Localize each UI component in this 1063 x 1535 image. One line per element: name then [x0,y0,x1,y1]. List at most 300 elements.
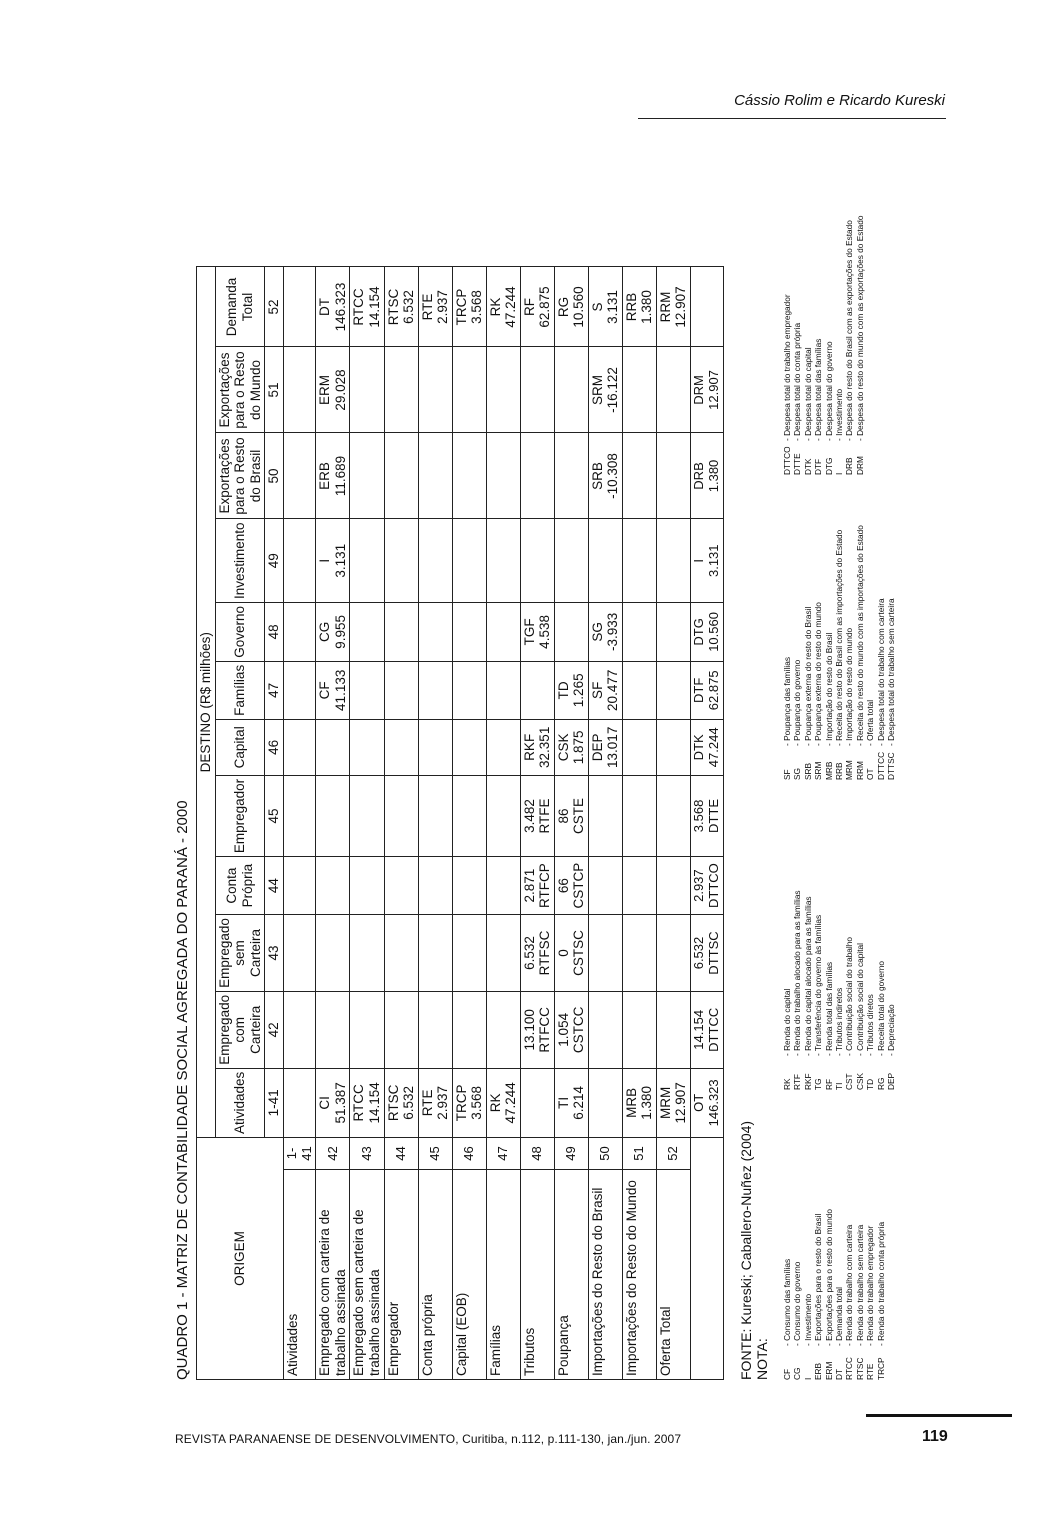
column-code: 43 [265,915,284,992]
note-definition: - Investimento [834,388,845,441]
note-definition: - Poupança das famílias [782,656,792,746]
note-abbrev: RRM [854,761,865,780]
table-cell: MRB 1.380 [622,1068,656,1137]
column-code: 1-41 [265,1068,284,1137]
note-entry [834,890,844,1090]
note-entry [844,525,854,780]
note-entry [792,890,802,1090]
row-code: 45 [418,1138,452,1170]
note-entry [855,1209,865,1380]
table-cell: 6.532 RTFSC [520,915,554,992]
table-cell [350,857,384,915]
table-row [452,267,486,1380]
note-entry [792,525,802,780]
table-cell [452,433,486,519]
row-code: 46 [452,1138,486,1170]
table-cell [588,915,622,992]
table-cell [316,991,350,1068]
table-cell [622,775,656,856]
note-entry [886,890,896,1090]
total-cell: 6.532 DTTSC [690,915,723,992]
note-abbrev: SF [782,769,792,780]
note-entry [834,525,844,780]
note-definition: - Tributos diretos [865,994,876,1056]
column-code: 45 [265,775,284,856]
table-cell: 0 CSTSC [554,915,588,992]
table-cell [588,991,622,1068]
note-definition: - Despesa total das famílias [813,338,824,441]
row-label: Oferta Total [656,1170,690,1380]
table-cell [316,775,350,856]
note-entry [855,215,865,475]
table-cell: MRM 12.907 [656,1068,690,1137]
note-entry [782,1209,792,1380]
table-cell: I 3.131 [316,519,350,603]
table-cell: TRCP 3.568 [452,267,486,347]
table-row [588,267,622,1380]
table-cell: DEP 13.017 [588,719,622,775]
note-entry [813,215,823,475]
table-cell: RKF 32.351 [520,719,554,775]
note-abbrev: DTF [813,458,824,475]
table-cell [486,719,520,775]
table-cell [384,991,418,1068]
table-cell [656,661,690,719]
table-cell: RTE 2.937 [418,1068,452,1137]
table-cell: SRB -10.308 [588,433,622,519]
note-definition: - Investimento [802,1293,813,1346]
table-row [656,267,690,1380]
note-entry [803,525,813,780]
table-cell [622,347,656,433]
note-abbrev: RK [782,1078,792,1090]
note-definition: - Consumo das famílias [782,1258,792,1346]
table-cell [486,433,520,519]
column-header: Capital [215,719,265,775]
note-abbrev: ERM [823,1361,834,1380]
note-definition: - Poupança do governo [792,659,803,746]
table-cell: RTCC 14.154 [350,1068,384,1137]
note-entry [803,215,813,475]
table-cell: RK 47.244 [486,1068,520,1137]
note-entry [855,890,865,1090]
destino-header: DESTINO (R$ milhões) [197,267,216,1138]
note-abbrev: RRB [834,762,845,780]
note-abbrev: MRM [844,760,855,780]
table-cell: SRM -16.122 [588,347,622,433]
table-cell [622,991,656,1068]
note-entry [876,525,886,780]
note-entry [782,525,792,780]
table-cell: TGF 4.538 [520,603,554,662]
table-cell [656,991,690,1068]
table-cell: 1.054 CSTCC [554,991,588,1068]
note-entry [803,890,813,1090]
total-cell: DTG 10.560 [690,603,723,662]
note-abbrev: OT [865,768,876,780]
note-abbrev: RTE [865,1363,876,1380]
note-entry [844,890,854,1090]
column-code: 42 [265,991,284,1068]
note-definition: - Renda do trabalho sem carteira [854,1224,865,1346]
table-cell [622,603,656,662]
table-row [350,267,384,1380]
note-abbrev: TI [834,1082,845,1090]
note-abbrev: DT [834,1368,845,1380]
table-cell [283,915,316,992]
column-code: 48 [265,603,284,662]
note-entry [865,1209,875,1380]
table-cell [452,719,486,775]
table-cell [384,347,418,433]
row-label: Conta própria [418,1170,452,1380]
note-entry [813,890,823,1090]
table-cell: SG -3.933 [588,603,622,662]
table-row [486,267,520,1380]
table-cell [418,519,452,603]
table-cell [418,603,452,662]
note-abbrev: I [802,1377,813,1380]
note-entry [813,525,823,780]
table-cell: RTE 2.937 [418,267,452,347]
note-abbrev: DRB [844,457,855,475]
note-abbrev: RTF [792,1074,803,1090]
note-definition: - Transferência do governo às famílias [813,914,824,1056]
note-abbrev: DTG [823,457,834,475]
table-cell [384,519,418,603]
table-cell [418,347,452,433]
note-definition: - Despesa total do trabalho empregador [782,294,792,441]
table-cell [316,857,350,915]
table-cell: CF 41.133 [316,661,350,719]
table-cell [486,603,520,662]
table-cell: ERM 29.028 [316,347,350,433]
row-label: Poupança [554,1170,588,1380]
table-cell: 86 CSTE [554,775,588,856]
table-cell [418,433,452,519]
table-cell [283,775,316,856]
table-cell [418,915,452,992]
table-cell [520,433,554,519]
note-definition: - Renda do trabalho alocado para as famílias [792,890,803,1056]
table-cell [350,719,384,775]
table-cell [350,775,384,856]
table-cell [656,603,690,662]
note-abbrev: CG [792,1367,803,1380]
table-cell [520,347,554,433]
table-cell [554,347,588,433]
note-definition: - Importação do resto do Brasil [823,632,834,746]
table-cell: RRM 12.907 [656,267,690,347]
table-cell [588,519,622,603]
note-abbrev: MRB [823,761,834,780]
table-cell: 2.871 RTFCP [520,857,554,915]
note-definition: - Exportações para o resto do mundo [823,1209,834,1346]
note-entry [844,215,854,475]
table-cell [384,775,418,856]
note-abbrev: ERB [813,1362,824,1380]
table-cell [486,775,520,856]
table-cell [452,661,486,719]
note-definition: - Renda do trabalho conta própria [875,1221,886,1346]
note-entry [865,890,875,1090]
note-entry [824,890,834,1090]
column-code: 51 [265,347,284,433]
note-abbrev: SRM [813,761,824,780]
note-abbrev: SRB [802,762,813,780]
table-cell [316,915,350,992]
note-abbrev: DTTSC [886,752,897,780]
table-cell [452,603,486,662]
note-abbrev: RKF [802,1073,813,1090]
page-number: 119 [922,1428,948,1445]
total-row [690,267,723,1380]
column-header: Empregado sem Carteira [215,915,265,992]
table-cell [350,347,384,433]
total-cell: DTF 62.875 [690,661,723,719]
table-cell [486,991,520,1068]
footer-journal: REVISTA PARANAENSE DE DESENVOLVIMENTO, Curitiba, n.112, p.111-130, jan./jun. 2007 [175,1432,682,1446]
note-abbrev: RF [823,1078,834,1090]
row-code: 48 [520,1138,554,1170]
note-abbrev: I [834,472,845,475]
table-cell: ERB 11.689 [316,433,350,519]
note-entry [824,525,834,780]
table-cell [283,991,316,1068]
note-definition: - Despesa total do trabalho com carteira [875,598,886,746]
total-cell: 2.937 DTTCO [690,857,723,915]
source-note: FONTE: Kureski; Caballero-Nuñez (2004) [738,1120,754,1380]
total-cell: 3.568 DTTE [690,775,723,856]
note-abbrev: DTTE [792,453,803,475]
note-entry [792,1209,802,1380]
table-cell [622,433,656,519]
column-header: Exportações para o Resto do Mundo [215,347,265,433]
note-definition: - Despesa total do conta própria [792,322,803,441]
table-cell [283,347,316,433]
table-cell [418,775,452,856]
table-cell [452,857,486,915]
note-entry [876,890,886,1090]
table-cell [622,661,656,719]
note-abbrev: CSK [854,1072,865,1090]
note-entry [844,1209,854,1380]
row-code: 50 [588,1138,622,1170]
row-code: 1-41 [283,1138,316,1170]
nota-label: NOTA: [754,1338,770,1380]
table-cell: 3.482 RTFE [520,775,554,856]
note-entry [792,215,802,475]
total-cell: I 3.131 [690,519,723,603]
table-cell [283,661,316,719]
total-cell: DRB 1.380 [690,433,723,519]
table-cell [452,915,486,992]
note-entry [782,890,792,1090]
note-abbrev: RG [875,1077,886,1090]
note-entry [813,1209,823,1380]
note-entry [824,215,834,475]
table-row [418,267,452,1380]
note-entry [834,215,844,475]
table-cell [622,719,656,775]
note-abbrev: CST [844,1073,855,1090]
notes-block [738,185,897,1380]
table-cell [452,775,486,856]
column-header: Governo [215,603,265,662]
table-cell [418,661,452,719]
table-cell: RTSC 6.532 [384,267,418,347]
note-entry [834,1209,844,1380]
column-header: Atividades [215,1068,265,1137]
note-entry [824,1209,834,1380]
row-label: Empregado com carteira de trabalho assinada [316,1170,350,1380]
note-abbrev: RTSC [854,1357,865,1380]
quadro-title: QUADRO 1 - MATRIZ DE CONTABILIDADE SOCIAL AGREGADA DO PARANÁ - 2000 [174,800,191,1380]
note-abbrev: TG [813,1078,824,1090]
table-cell [588,857,622,915]
total-cell: OT 146.323 [690,1068,723,1137]
note-abbrev: DTK [802,458,813,475]
note-definition: - Depreciação [886,1004,897,1056]
table-cell [486,519,520,603]
table-cell [486,347,520,433]
table-cell [384,603,418,662]
row-label: Capital (EOB) [452,1170,486,1380]
note-entry [803,1209,813,1380]
table-cell [656,857,690,915]
note-abbrev: TRCP [875,1357,886,1380]
row-label: Importações do Resto do Brasil [588,1170,622,1380]
table-cell [283,857,316,915]
table-cell: DT 146.323 [316,267,350,347]
column-header: Empregado com Carteira [215,991,265,1068]
note-definition: - Poupança externa do resto do Brasil [802,606,813,746]
table-cell [350,991,384,1068]
footer-rule [866,1414,1012,1417]
table-cell [656,775,690,856]
table-cell [656,519,690,603]
table-cell [316,719,350,775]
total-cell [690,267,723,347]
table-cell [520,661,554,719]
column-code: 46 [265,719,284,775]
table-cell [384,433,418,519]
column-code: 49 [265,519,284,603]
table-row [384,267,418,1380]
table-cell [656,915,690,992]
row-code: 47 [486,1138,520,1170]
row-code: 49 [554,1138,588,1170]
sam-table [196,266,724,1380]
table-cell [520,519,554,603]
row-label: Importações do Resto do Mundo [622,1170,656,1380]
table-cell [452,519,486,603]
note-abbrev: DTTCO [782,446,792,475]
table-cell: CG 9.955 [316,603,350,662]
column-header: Conta Própria [215,857,265,915]
note-definition: - Poupança externa do resto do mundo [813,602,824,746]
table-cell: CSK 1.875 [554,719,588,775]
column-header: Exportações para o Resto do Brasil [215,433,265,519]
note-definition: - Renda do trabalho empregador [865,1225,876,1346]
column-header: Empregador [215,775,265,856]
table-cell: RRB 1.380 [622,267,656,347]
note-definition: - Receita do resto do mundo com as importações do Estado [854,525,865,746]
note-definition: - Despesa total do capital [802,347,813,441]
table-cell [283,1068,316,1137]
note-definition: - Renda do capital [782,988,792,1056]
row-label: Famílias [486,1170,520,1380]
notes-column-2 [782,890,896,1090]
table-cell: RTCC 14.154 [350,267,384,347]
column-code: 52 [265,267,284,347]
note-definition: - Oferta total [865,699,876,746]
row-label: Tributos [520,1170,554,1380]
note-entry [876,1209,886,1380]
table-cell [486,857,520,915]
table-cell: 66 CSTCP [554,857,588,915]
row-label: Atividades [283,1170,316,1380]
table-cell: RG 10.560 [554,267,588,347]
table-cell [418,857,452,915]
table-cell: TD 1.265 [554,661,588,719]
table-cell: S 3.131 [588,267,622,347]
column-code: 47 [265,661,284,719]
note-entry [865,525,875,780]
row-code: 51 [622,1138,656,1170]
note-definition: - Consumo do governo [792,1261,803,1346]
table-row [283,267,316,1380]
table-cell [622,519,656,603]
table-row [622,267,656,1380]
table-row [316,267,350,1380]
table-cell [520,1068,554,1137]
note-definition: - Renda total das famílias [823,961,834,1056]
note-definition: - Tributos indiretos [834,987,845,1056]
note-definition: - Demanda total [834,1286,845,1346]
table-cell [622,857,656,915]
total-cell: DTK 47.244 [690,719,723,775]
column-code: 50 [265,433,284,519]
running-header-author: Cássio Rolim e Ricardo Kureski [734,92,945,109]
note-abbrev: DTTCC [875,751,886,780]
table-cell [486,915,520,992]
table-cell: TI 6.214 [554,1068,588,1137]
table-cell: SF 20.477 [588,661,622,719]
note-abbrev: DRM [854,456,865,475]
note-definition: - Renda do capital alocado para as famílias [802,896,813,1056]
table-row [520,267,554,1380]
column-header: Demanda Total [215,267,265,347]
table-cell [486,661,520,719]
table-cell: RTSC 6.532 [384,1068,418,1137]
row-code: 52 [656,1138,690,1170]
note-definition: - Despesa do resto do Brasil com as exportações do Estado [844,220,855,441]
column-code: 44 [265,857,284,915]
table-cell: CI 51.387 [316,1068,350,1137]
table-cell: TRCP 3.568 [452,1068,486,1137]
table-cell [622,915,656,992]
table-cell: RF 62.875 [520,267,554,347]
row-code: 44 [384,1138,418,1170]
table-cell [350,661,384,719]
note-entry [886,525,896,780]
row-code: 43 [350,1138,384,1170]
table-cell [283,519,316,603]
table-cell [656,433,690,519]
table-cell [554,433,588,519]
table-cell [283,267,316,347]
